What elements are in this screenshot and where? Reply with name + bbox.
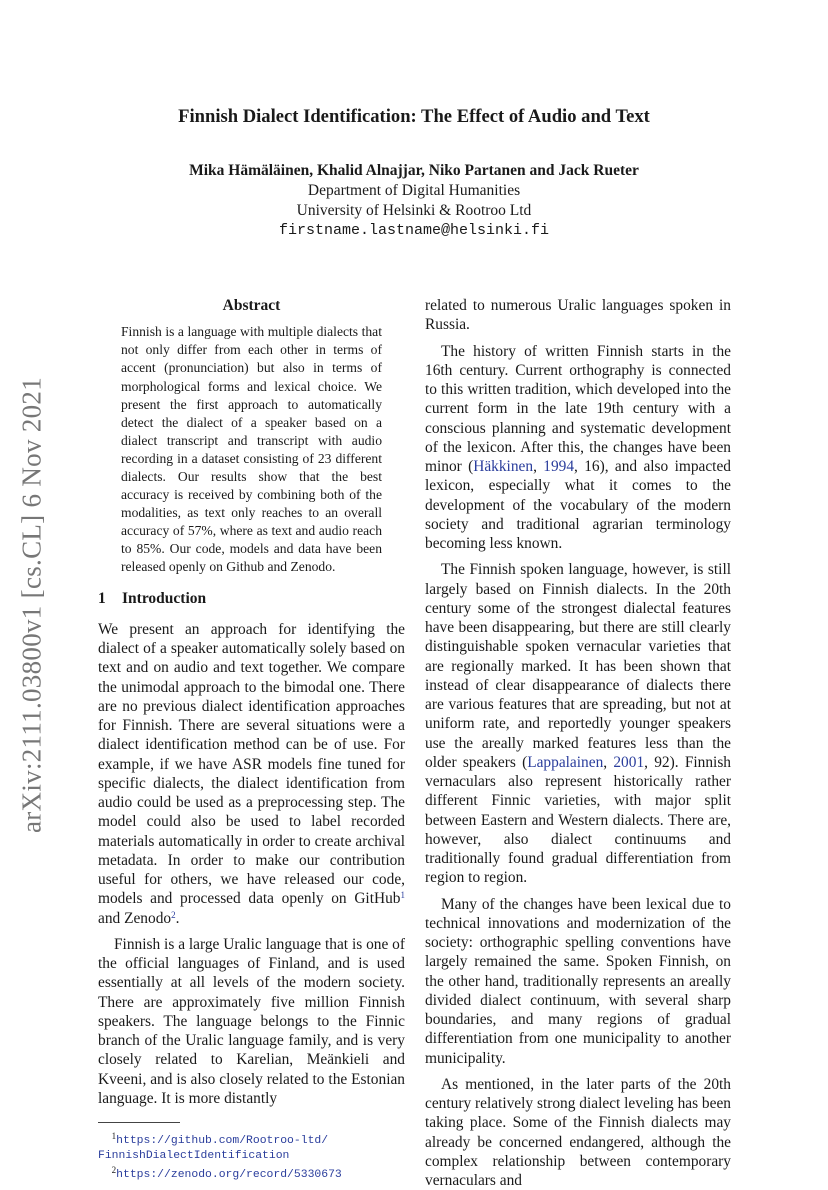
- footnote-1: [98, 1129, 405, 1163]
- right-paragraph-1: [425, 342, 731, 554]
- right-paragraph-4: As mentioned, in the later parts of the 20th century relatively strong dialect leveling has been taking place. Some of the Finnish dialects may already be concerned endangered, although the complex relationship between contemporary vernaculars and: [425, 1075, 731, 1189]
- footnote-ref-2[interactable]: 2: [171, 909, 176, 920]
- right-paragraph-2-text-b: , 92). Finnish vernaculars also represent historically rather different Finnic varieties, with major split between Eastern and Western dialects. There are, however, also dialect continuums and traditionally found gradual differentiation from region to region.: [425, 753, 732, 887]
- right-paragraph-2-text-a: The Finnish spoken language, however, is still largely based on Finnish dialects. In the 20th century some of the strongest dialectal features have been disappearing, but there are still clearly distinguishable spoken vernacular varieties that are regionally marked. It has been shown that instead of clear disappearance of dialects there are various features that are spreading, but not at uniform rate, and reportedly younger speakers use the areally marked features less than the older speakers (: [425, 561, 731, 771]
- citation-lappalainen[interactable]: Lappalainen: [527, 753, 604, 771]
- github-mention: GitHub: [354, 890, 401, 908]
- footnote-1-link-line2[interactable]: FinnishDialectIdentification: [98, 1149, 290, 1162]
- intro-paragraph-2: Finnish is a large Uralic language that is one of the official languages of Finland, and is used essentially at all levels of the modern society. There are approximately five million Finnish speakers. The language belongs to the Finnic branch of the Uralic language family, and is very closely related to Karelian, Meänkieli and Kveeni, and is also closely related to the Estonian language. It is more distantly: [98, 935, 405, 1107]
- intro-paragraph-1: [98, 620, 405, 928]
- right-paragraph-1-text-b: , 16), and also impacted lexicon, especially what it comes to the development of the vocabulary of the modern society and traditional agrarian terminology becoming less known.: [425, 458, 731, 552]
- footnote-divider: [98, 1122, 180, 1123]
- intro-paragraph-1-text: We present an approach for identifying the dialect of a speaker automatically solely based on text and on audio and text together. We compare the unimodal approach to the bimodal one. There are no previous dialect identification approaches for Finnish. There are several situations were a dialect identification method can be of use. For example, if we have ASR models fine tuned for specific dialects, the dialect identification from audio could be used as a preprocessing step. The model could also be used to label recorded materials automatically in order to create archival metadata. In order to make our contribution useful for others, we have released our code, models and processed data openly on: [98, 620, 405, 908]
- sentence-end: .: [175, 909, 180, 927]
- author-department: Department of Digital Humanities: [307, 182, 521, 199]
- right-paragraph-3: Many of the changes have been lexical due to technical innovations and modernization of the society: orthographic spelling conventions have largely remained the same. Spoken Finnish, on the other hand, traditionally represents an areally divided dialect continuum, with several sharp boundaries, and many regions of gradual differentiation from one municipality to another municipality.: [425, 895, 731, 1067]
- paper-title: Finnish Dialect Identification: The Effect of Audio and Text: [178, 106, 650, 127]
- arxiv-sidebar: [12, 365, 52, 845]
- citation-hakkinen-year[interactable]: 1994: [543, 458, 575, 475]
- arxiv-identifier: arXiv:2111.03800v1 [cs.CL] 6 Nov 2021: [16, 376, 47, 834]
- footnote-ref-1[interactable]: 1: [400, 890, 405, 901]
- abstract-text: Finnish is a language with multiple dialects that not only differ from each other in terms of accent (pronunciation) but also in terms of morphological forms and lexical choice. We present the first approach to automatically detect the dialect of a speaker based on a dialect transcript and transcript with audio recording in a dataset consisting of 23 different dialects. Our results show that the best accuracy is received by combining both of the modalities, as text only reaches to an overall accuracy of 57%, where as text and audio reach to 85%. Our code, models and data have been released openly on Github and Zenodo.: [121, 324, 382, 575]
- right-paragraph-2: [425, 560, 731, 887]
- left-column: [98, 296, 405, 1183]
- footnote-1-number: 1: [111, 1131, 117, 1142]
- zenodo-mention: Zenodo: [124, 909, 172, 927]
- author-block: [0, 161, 828, 241]
- section-title: Introduction: [122, 589, 207, 607]
- citation-lappalainen-year[interactable]: 2001: [613, 753, 645, 771]
- footnote-2-number: 2: [111, 1165, 117, 1176]
- and-text: and: [98, 909, 125, 927]
- abstract-heading: Abstract: [222, 297, 281, 314]
- citation-hakkinen[interactable]: Häkkinen: [473, 458, 534, 475]
- author-email: firstname.lastname@helsinki.fi: [278, 222, 550, 239]
- author-affiliation: University of Helsinki & Rootroo Ltd: [296, 202, 532, 219]
- author-names: Mika Hämäläinen, Khalid Alnajjar, Niko Partanen and Jack Rueter: [189, 162, 639, 179]
- right-paragraph-1-text-a: The history of written Finnish starts in the 16th century. Current orthography is connected to this written tradition, which developed into the current form in the late 19th century with a conscious planning and systematic development of the lexicon. After this, the changes have been minor (: [425, 342, 731, 475]
- right-column: [425, 296, 731, 1190]
- citation-separator: ,: [603, 753, 614, 771]
- footnote-2-link[interactable]: https://zenodo.org/record/5330673: [116, 1169, 342, 1182]
- right-paragraph-0: related to numerous Uralic languages spoken in Russia.: [425, 297, 731, 334]
- section-heading-introduction: [98, 589, 405, 608]
- footnote-2: [98, 1163, 405, 1183]
- citation-separator: ,: [533, 458, 544, 475]
- section-number: 1: [98, 589, 106, 607]
- footnote-1-link-line1[interactable]: https://github.com/Rootroo-ltd/: [116, 1135, 329, 1148]
